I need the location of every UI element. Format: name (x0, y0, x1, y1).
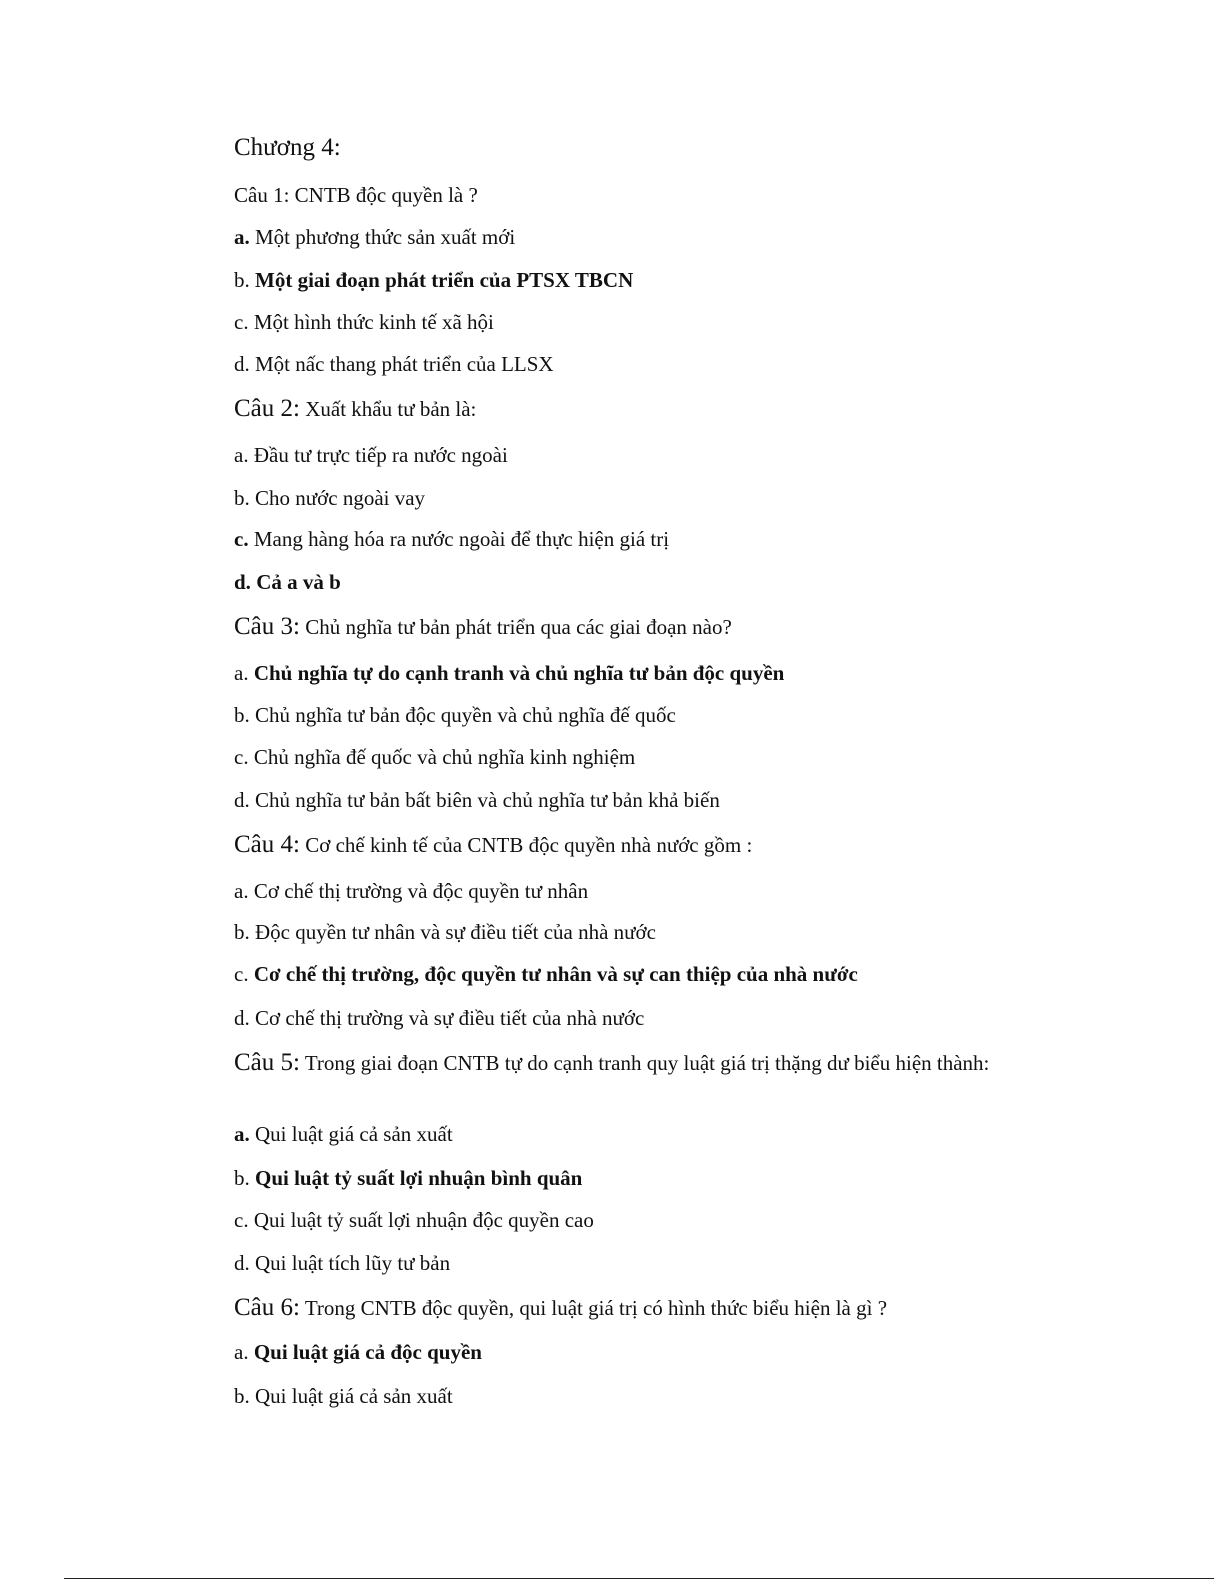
option-letter: d. (234, 788, 250, 812)
option-letter: c. (234, 1208, 249, 1232)
question-1-option-a (234, 223, 515, 251)
question-4 (234, 831, 752, 859)
option-text: Một giai đoạn phát triển của PTSX TBCN (249, 268, 634, 292)
question-3-option-b (234, 701, 676, 729)
question-2 (234, 395, 476, 423)
question-2-option-d (234, 568, 341, 596)
option-letter: b. (234, 268, 250, 292)
option-letter: a. (234, 1122, 250, 1146)
question-2-option-c (234, 525, 669, 553)
option-letter: a. (234, 443, 249, 467)
question-3-option-c (234, 743, 635, 771)
question-2-option-a (234, 441, 508, 469)
option-text: Chủ nghĩa tư bản bất biên và chủ nghĩa tư bản khả biến (249, 788, 720, 812)
option-text: Chủ nghĩa tư bản độc quyền và chủ nghĩa đế quốc (249, 703, 676, 727)
question-3-option-d (234, 786, 720, 814)
option-letter: d. (234, 352, 250, 376)
question-1 (234, 181, 478, 209)
question-4-option-c (234, 960, 858, 988)
chapter-title: Chương 4: (234, 134, 341, 161)
option-text: Qui luật giá cả sản xuất (249, 1384, 453, 1408)
option-text: Đầu tư trực tiếp ra nước ngoài (248, 443, 508, 467)
option-letter: b. (234, 486, 250, 510)
option-letter: a. (234, 879, 249, 903)
question-6-head: Câu 6: (234, 1294, 300, 1321)
option-text: Mang hàng hóa ra nước ngoài để thực hiện giá trị (248, 527, 670, 551)
option-letter: a. (234, 225, 250, 249)
question-3 (234, 613, 732, 641)
question-6-option-b (234, 1382, 453, 1410)
option-text: Một hình thức kinh tế xã hội (248, 310, 494, 334)
question-3-text: Chủ nghĩa tư bản phát triển qua các giai đoạn nào? (299, 615, 732, 639)
question-2-text: Xuất khẩu tư bản là: (299, 397, 477, 421)
option-letter: b. (234, 703, 250, 727)
question-4-option-d (234, 1004, 644, 1032)
question-4-option-b (234, 918, 656, 946)
question-5-option-c (234, 1206, 594, 1234)
page-bottom-divider (64, 1578, 1214, 1579)
option-letter: d. (234, 1006, 250, 1030)
option-text: Một nấc thang phát triển của LLSX (249, 352, 554, 376)
option-text: Cơ chế thị trường và sự điều tiết của nhà nước (249, 1006, 645, 1030)
question-5-head: Câu 5: (234, 1049, 300, 1076)
option-letter: b. (234, 920, 250, 944)
question-1-option-c (234, 308, 494, 336)
question-5 (234, 1049, 994, 1077)
question-3-head: Câu 3: (234, 613, 300, 640)
option-letter: d. (234, 570, 251, 594)
option-letter: c. (234, 527, 249, 551)
option-letter: b. (234, 1166, 250, 1190)
question-6 (234, 1294, 887, 1322)
option-letter: a. (234, 1340, 249, 1364)
question-1-option-b (234, 266, 633, 294)
question-2-head: Câu 2: (234, 395, 300, 422)
option-text: Qui luật giá cả sản xuất (249, 1122, 453, 1146)
question-6-option-a (234, 1338, 482, 1366)
question-5-text: Trong giai đoạn CNTB tự do cạnh tranh quy luật giá trị thặng dư biểu hiện thành: (299, 1051, 990, 1075)
option-text: Qui luật giá cả độc quyền (248, 1340, 482, 1364)
question-1-head: Câu 1: (234, 183, 290, 207)
question-1-option-d (234, 350, 554, 378)
option-letter: c. (234, 962, 249, 986)
option-text: Độc quyền tư nhân và sự điều tiết của nhà nước (249, 920, 656, 944)
option-letter: a. (234, 661, 249, 685)
option-letter: b. (234, 1384, 250, 1408)
question-4-head: Câu 4: (234, 831, 300, 858)
option-text: Qui luật tỷ suất lợi nhuận độc quyền cao (248, 1208, 594, 1232)
option-letter: c. (234, 745, 249, 769)
option-text: Cơ chế thị trường và độc quyền tư nhân (248, 879, 589, 903)
question-4-text: Cơ chế kinh tế của CNTB độc quyền nhà nước gồm : (299, 833, 753, 857)
option-text: Một phương thức sản xuất mới (249, 225, 516, 249)
question-2-option-b (234, 484, 425, 512)
option-text: Cơ chế thị trường, độc quyền tư nhân và sự can thiệp của nhà nước (248, 962, 858, 986)
option-text: Chủ nghĩa tự do cạnh tranh và chủ nghĩa tư bản độc quyền (248, 661, 785, 685)
question-5-option-b (234, 1164, 582, 1192)
question-4-option-a (234, 877, 588, 905)
question-5-option-d (234, 1249, 450, 1277)
option-text: Qui luật tỷ suất lợi nhuận bình quân (249, 1166, 583, 1190)
option-text: Chủ nghĩa đế quốc và chủ nghĩa kinh nghiệm (248, 745, 636, 769)
question-1-text: CNTB độc quyền là ? (289, 183, 478, 207)
option-text: Cả a và b (250, 570, 341, 594)
question-6-text: Trong CNTB độc quyền, qui luật giá trị có hình thức biểu hiện là gì ? (299, 1296, 888, 1320)
option-letter: c. (234, 310, 249, 334)
question-5-option-a (234, 1120, 453, 1148)
question-3-option-a (234, 659, 784, 687)
option-text: Cho nước ngoài vay (249, 486, 426, 510)
option-letter: d. (234, 1251, 250, 1275)
option-text: Qui luật tích lũy tư bản (249, 1251, 451, 1275)
